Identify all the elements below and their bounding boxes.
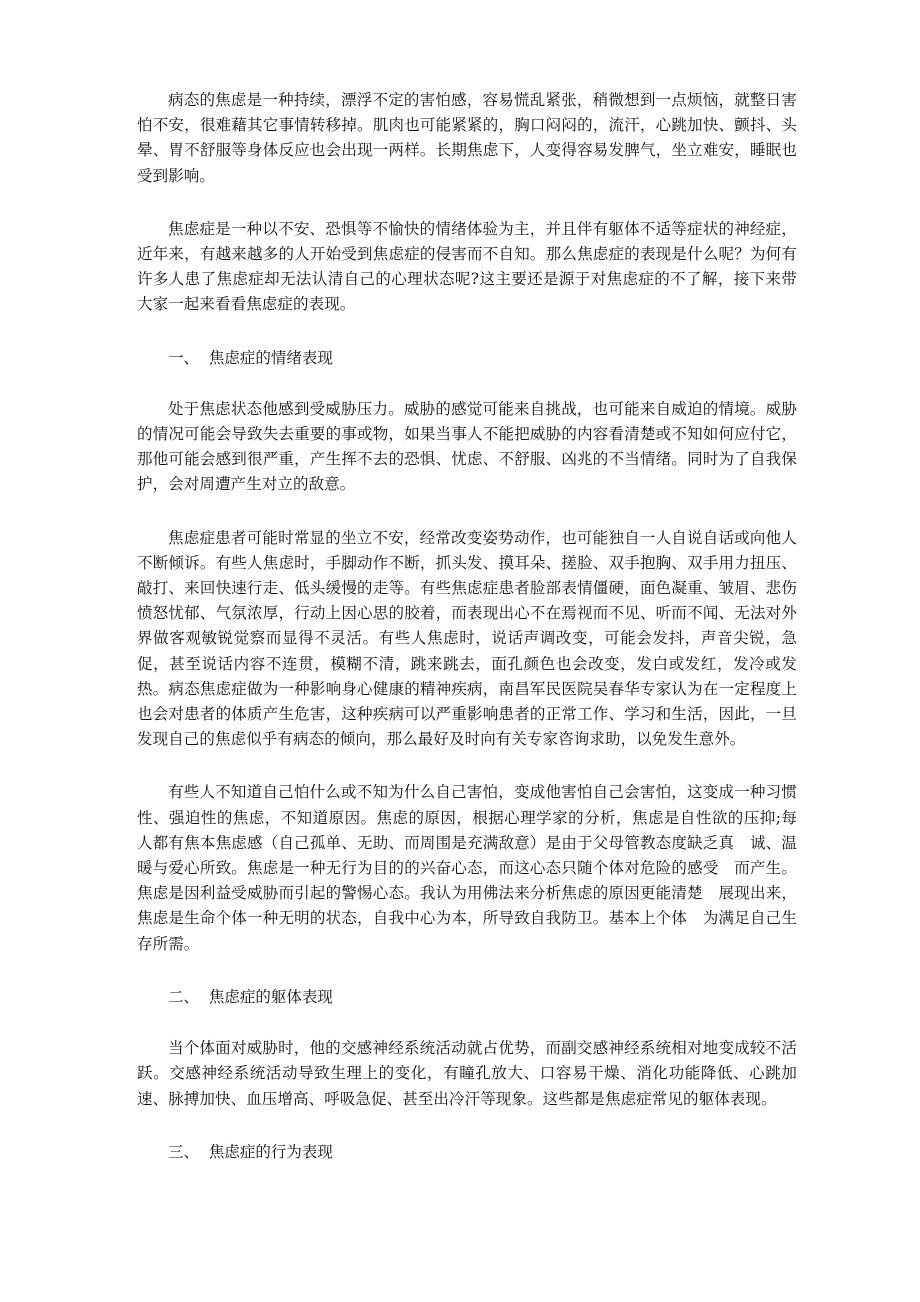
section-heading-behavioral: 三、 焦虑症的行为表现 [168,1142,333,1161]
paragraph-sympathetic-nervous: 当个体面对威胁时，他的交感神经系统活动就占优势，而副交感神经系统相对地变成较不活跃。交感神经系统活动导致生理上的变化，有瞳孔放大、口容易干燥、消化功能降低、心跳加速、脉搏加快、血压增高、呼吸急促、甚至出冷汗等现象。这些都是焦虑症常见的躯体表现。 [137,1039,797,1108]
section-heading-emotional: 一、 焦虑症的情绪表现 [168,348,333,367]
paragraph-threat-pressure: 处于焦虑状态他感到受威胁压力。威胁的感觉可能来自挑战，也可能来自威迫的情境。威胁的情况可能会导致失去重要的事或物，如果当事人不能把威胁的内容看清楚或不知如何应付它，那他可能会感到很严重，产生挥不去的恐惧、忧虑、不舒服、凶兆的不当情绪。同时为了自我保护，会对周遭产生对立的敌意。 [137,399,797,494]
document-page [137,88,797,1191]
paragraph-intro-pathological-anxiety: 病态的焦虑是一种持续，漂浮不定的害怕感，容易慌乱紧张，稍微想到一点烦恼，就整日害怕不安，很难藉其它事情转移掉。肌肉也可能紧紧的，胸口闷闷的，流汗，心跳加快、颤抖、头晕、胃不舒服等身体反应也会出现一两样。长期焦虑下，人变得容易发脾气，坐立难安，睡眠也受到影响。 [137,91,797,185]
paragraph-anxiety-causes: 有些人不知道自己怕什么或不知为什么自己害怕，变成他害怕自己会害怕，这变成一种习惯性、强迫性的焦虑，不知道原因。焦虑的原因，根据心理学家的分析，焦虑是自性欲的压抑;每人都有焦本焦虑感（自己孤单、无助、而周围是充满敌意）是由于父母管教态度缺乏真 诚、温暖与爱心所致。焦虑是一种无行为目的的兴奋心态，而这心态只随个体对危险的感受 而产生。焦虑是因利益受威胁而引起的警惕心态。我认为用佛法来分析焦虑的原因更能清楚 展现出来，焦虑是生命个体一种无明的状态，自我中心为本，所导致自我防卫。基本上个体 为满足自己生存所需。 [137,783,797,953]
paragraph-restless-behavior: 焦虑症患者可能时常显的坐立不安，经常改变姿势动作，也可能独自一人自说自话或向他人不断倾诉。有些人焦虑时，手脚动作不断，抓头发、摸耳朵、搓脸、双手抱胸、双手用力扭压、敲打、来回快速行走、低头缓慢的走等。有些焦虑症患者脸部表情僵硬，面色凝重、皱眉、悲伤愤怒忧郁、气氛浓厚，行动上因心思的胶着，而表现出心不在焉视而不见、听而不闻、无法对外界做客观敏锐觉察而显得不灵活。有些人焦虑时，说话声调改变，可能会发抖，声音尖锐，急促，甚至说话内容不连贯，模糊不清，跳来跳去，面孔颜色也会改变，发白或发红，发冷或发热。病态焦虑症做为一种影响身心健康的精神疾病，南昌军民医院吴春华专家认为在一定程度上也会对患者的体质产生危害，这种疾病可以严重影响患者的正常工作、学习和生活，因此，一旦发现自己的焦虑似乎有病态的倾向，那么最好及时向有关专家咨询求助，以免发生意外。 [137,528,797,749]
section-heading-physical: 二、 焦虑症的躯体表现 [168,987,333,1006]
paragraph-intro-anxiety-disorder: 焦虑症是一种以不安、恐惧等不愉快的情绪体验为主，并且伴有躯体不适等症状的神经症，近年来，有越来越多的人开始受到焦虑症的侵害而不自知。那么焦虑症的表现是什么呢？为何有许多人患了焦虑症却无法认清自己的心理状态呢?这主要还是源于对焦虑症的不了解，接下来带大家一起来看看焦虑症的表现。 [137,219,797,314]
